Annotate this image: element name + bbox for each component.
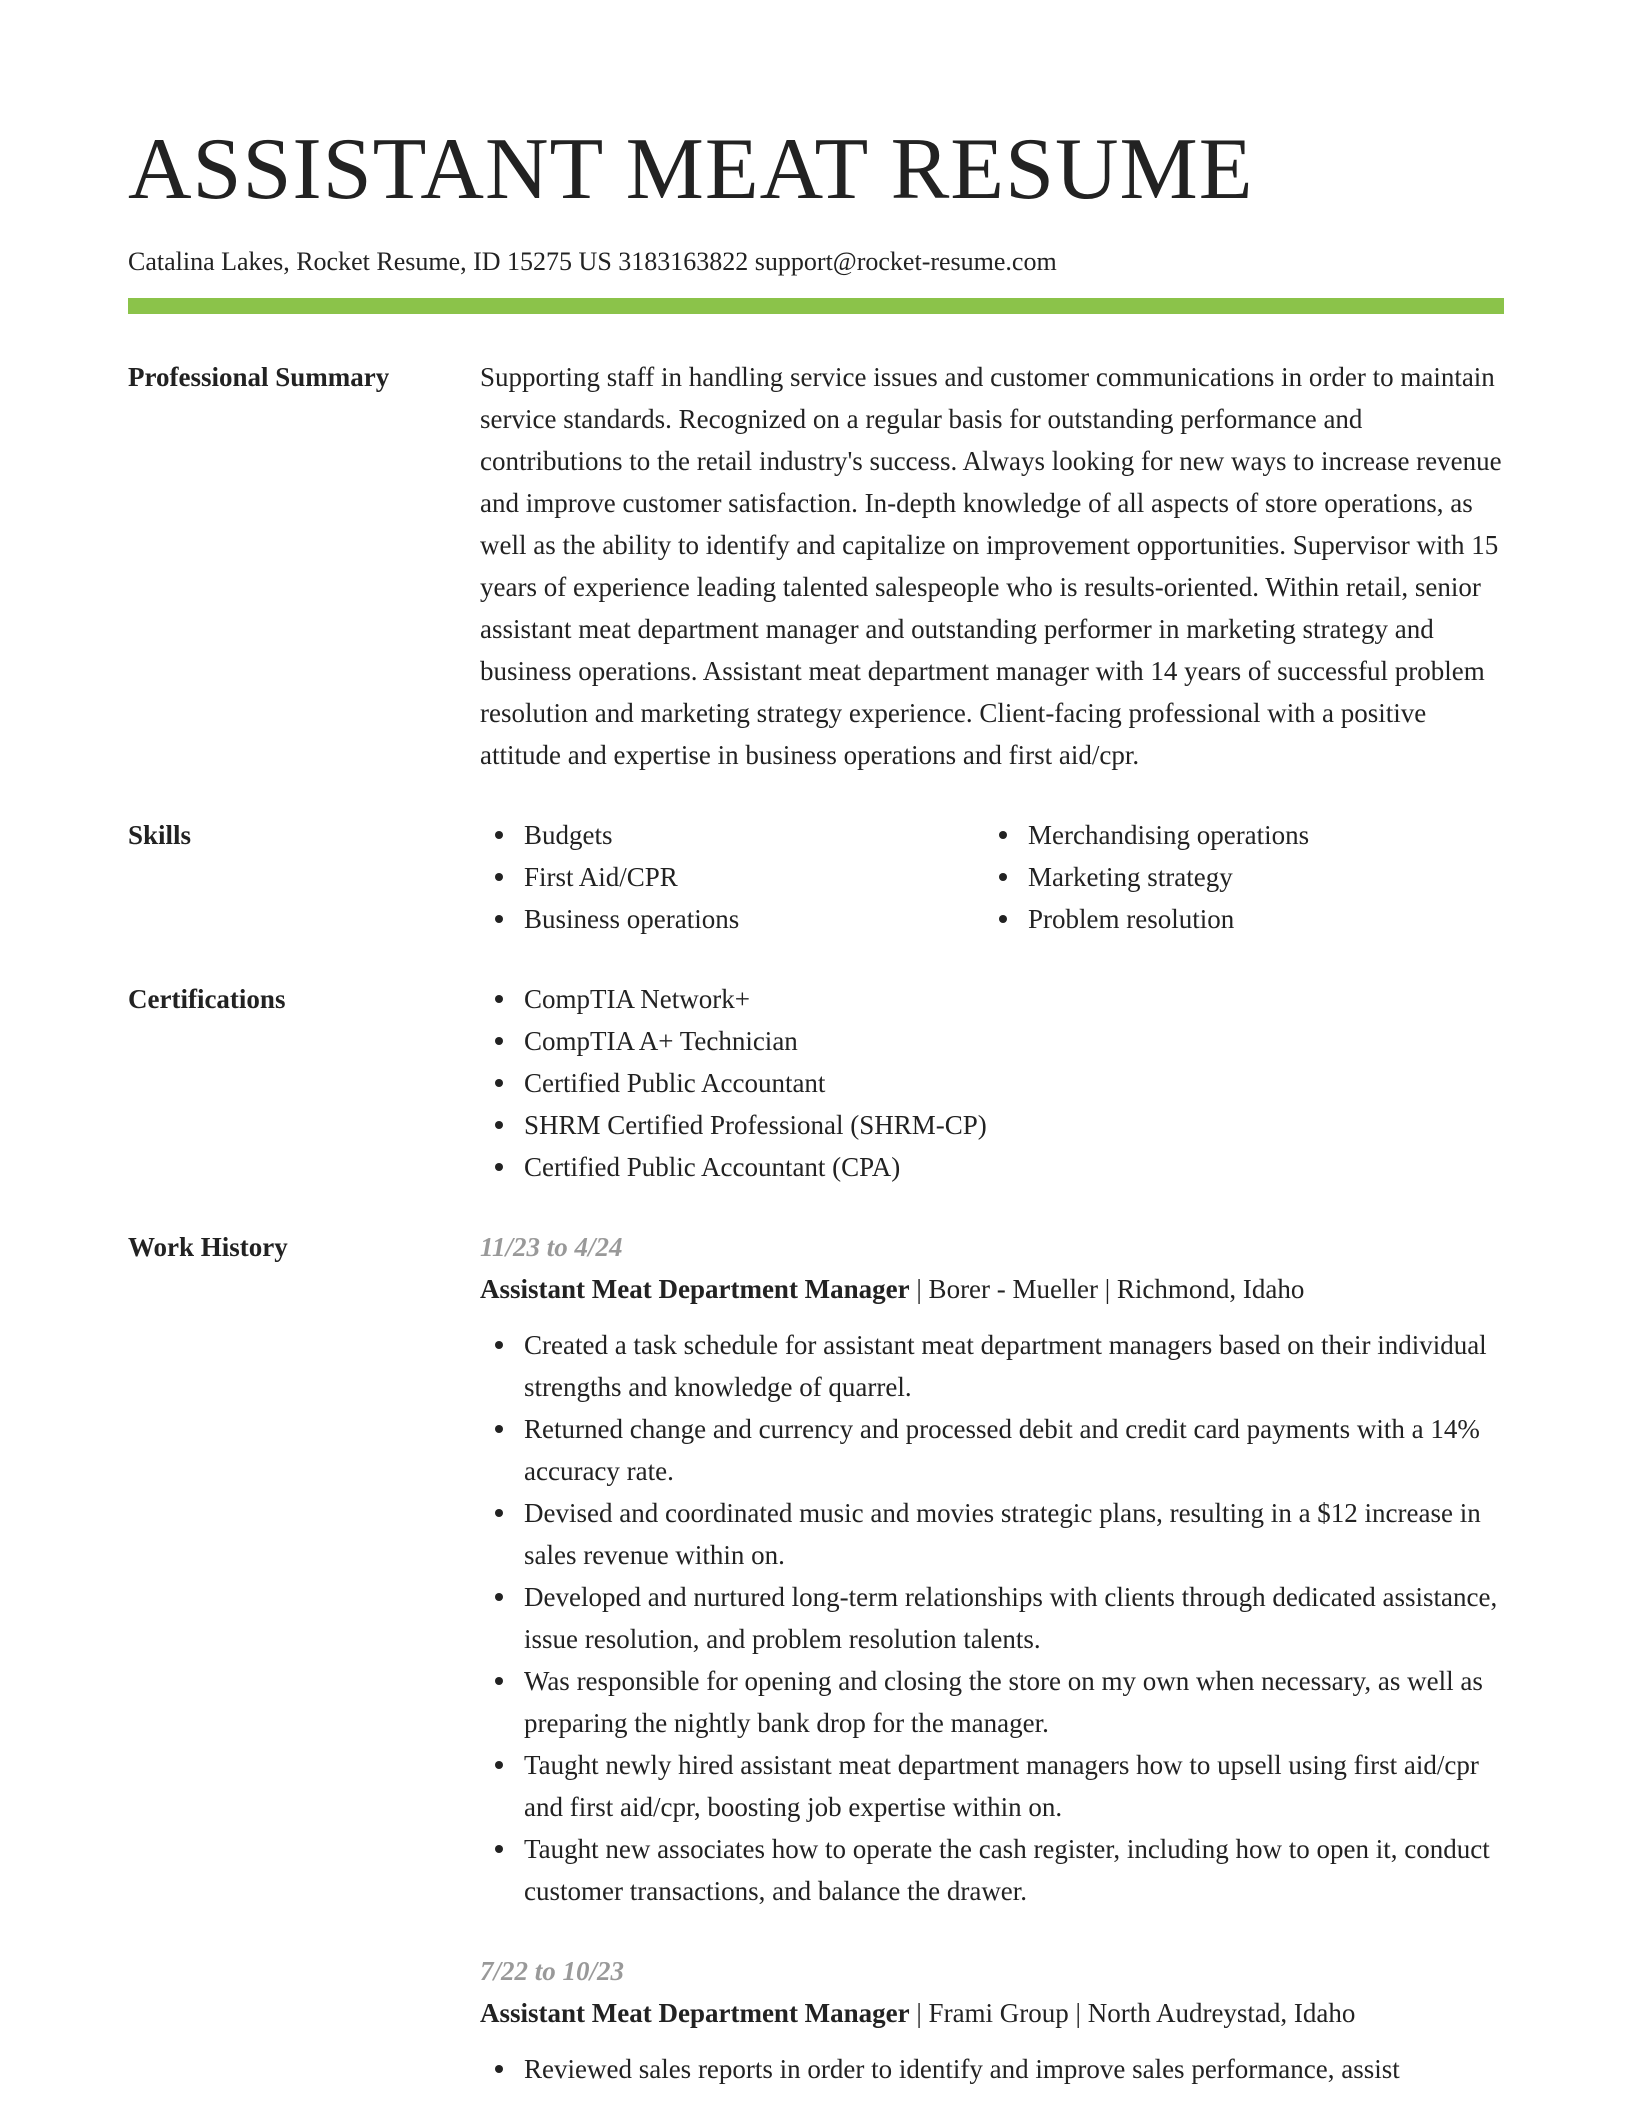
- resume-title: ASSISTANT MEAT RESUME: [128, 121, 1254, 218]
- certification-item: CompTIA A+ Technician: [480, 1020, 1504, 1062]
- accent-divider: [128, 298, 1504, 314]
- resume-page: [128, 120, 1504, 2090]
- skill-item: Marketing strategy: [984, 856, 1504, 898]
- professional-summary-section: [128, 364, 1504, 776]
- job-title: Assistant Meat Department Manager: [480, 1274, 910, 1304]
- section-heading: Professional Summary: [128, 362, 390, 392]
- skill-item: First Aid/CPR: [480, 856, 984, 898]
- job-title-line: [480, 1268, 1504, 1310]
- section-heading: Certifications: [128, 984, 286, 1014]
- certification-item: Certified Public Accountant: [480, 1062, 1504, 1104]
- skill-item: Merchandising operations: [984, 814, 1504, 856]
- certifications-section: [128, 986, 1504, 1188]
- job-details: | Frami Group | North Audreystad, Idaho: [909, 1998, 1356, 2028]
- certifications-list: [480, 978, 1504, 1188]
- skill-item: Budgets: [480, 814, 984, 856]
- certification-item: SHRM Certified Professional (SHRM-CP): [480, 1104, 1504, 1146]
- job-bullets: [480, 2048, 1504, 2090]
- job-bullets: [480, 1324, 1504, 1912]
- section-heading: Work History: [128, 1232, 288, 1262]
- skill-item: Problem resolution: [984, 898, 1504, 940]
- job-bullet: Developed and nurtured long-term relationships with clients through dedicated assistance, issue resolution, and problem resolution talents.: [480, 1576, 1504, 1660]
- skill-item: Business operations: [480, 898, 984, 940]
- skills-list-left: [480, 814, 984, 940]
- job-dates: 7/22 to 10/23: [480, 1956, 625, 1986]
- section-heading: Skills: [128, 820, 192, 850]
- contact-line: Catalina Lakes, Rocket Resume, ID 15275 US 3183163822 support@rocket-resume.com: [128, 247, 1057, 276]
- job-details: | Borer - Mueller | Richmond, Idaho: [909, 1274, 1305, 1304]
- job-bullet: Was responsible for opening and closing the store on my own when necessary, as well as preparing the nightly bank drop for the manager.: [480, 1660, 1504, 1744]
- skills-section: [128, 822, 1504, 940]
- skills-list-right: [984, 814, 1504, 940]
- job-title: Assistant Meat Department Manager: [480, 1998, 910, 2028]
- job-dates: 11/23 to 4/24: [480, 1232, 623, 1262]
- job-bullet: Reviewed sales reports in order to identify and improve sales performance, assist: [480, 2048, 1504, 2090]
- summary-text: Supporting staff in handling service issues and customer communications in order to maintain service standards. Recognized on a regular basis for outstanding performance and contributions to the retail industry's success. Always looking for new ways to increase revenue and improve customer satisfaction. In-depth knowledge of all aspects of store operations, as well as the ability to identify and capitalize on improvement opportunities. Supervisor with 15 years of experience leading talented salespeople who is results-oriented. Within retail, senior assistant meat department manager and outstanding performer in marketing strategy and business operations. Assistant meat department manager with 14 years of successful problem resolution and marketing strategy experience. Client-facing professional with a positive attitude and expertise in business operations and first aid/cpr.: [480, 362, 1502, 770]
- work-history-section: [128, 1234, 1504, 2090]
- certification-item: CompTIA Network+: [480, 978, 1504, 1020]
- job-entry: [480, 1226, 1504, 1912]
- job-bullet: Taught new associates how to operate the cash register, including how to open it, conduct customer transactions, and balance the drawer.: [480, 1828, 1504, 1912]
- job-bullet: Returned change and currency and processed debit and credit card payments with a 14% accuracy rate.: [480, 1408, 1504, 1492]
- job-bullet: Created a task schedule for assistant meat department managers based on their individual strengths and knowledge of quarrel.: [480, 1324, 1504, 1408]
- job-title-line: [480, 1992, 1504, 2034]
- certification-item: Certified Public Accountant (CPA): [480, 1146, 1504, 1188]
- job-entry: [480, 1950, 1504, 2090]
- job-bullet: Devised and coordinated music and movies strategic plans, resulting in a $12 increase in sales revenue within on.: [480, 1492, 1504, 1576]
- job-bullet: Taught newly hired assistant meat department managers how to upsell using first aid/cpr and first aid/cpr, boosting job expertise within on.: [480, 1744, 1504, 1828]
